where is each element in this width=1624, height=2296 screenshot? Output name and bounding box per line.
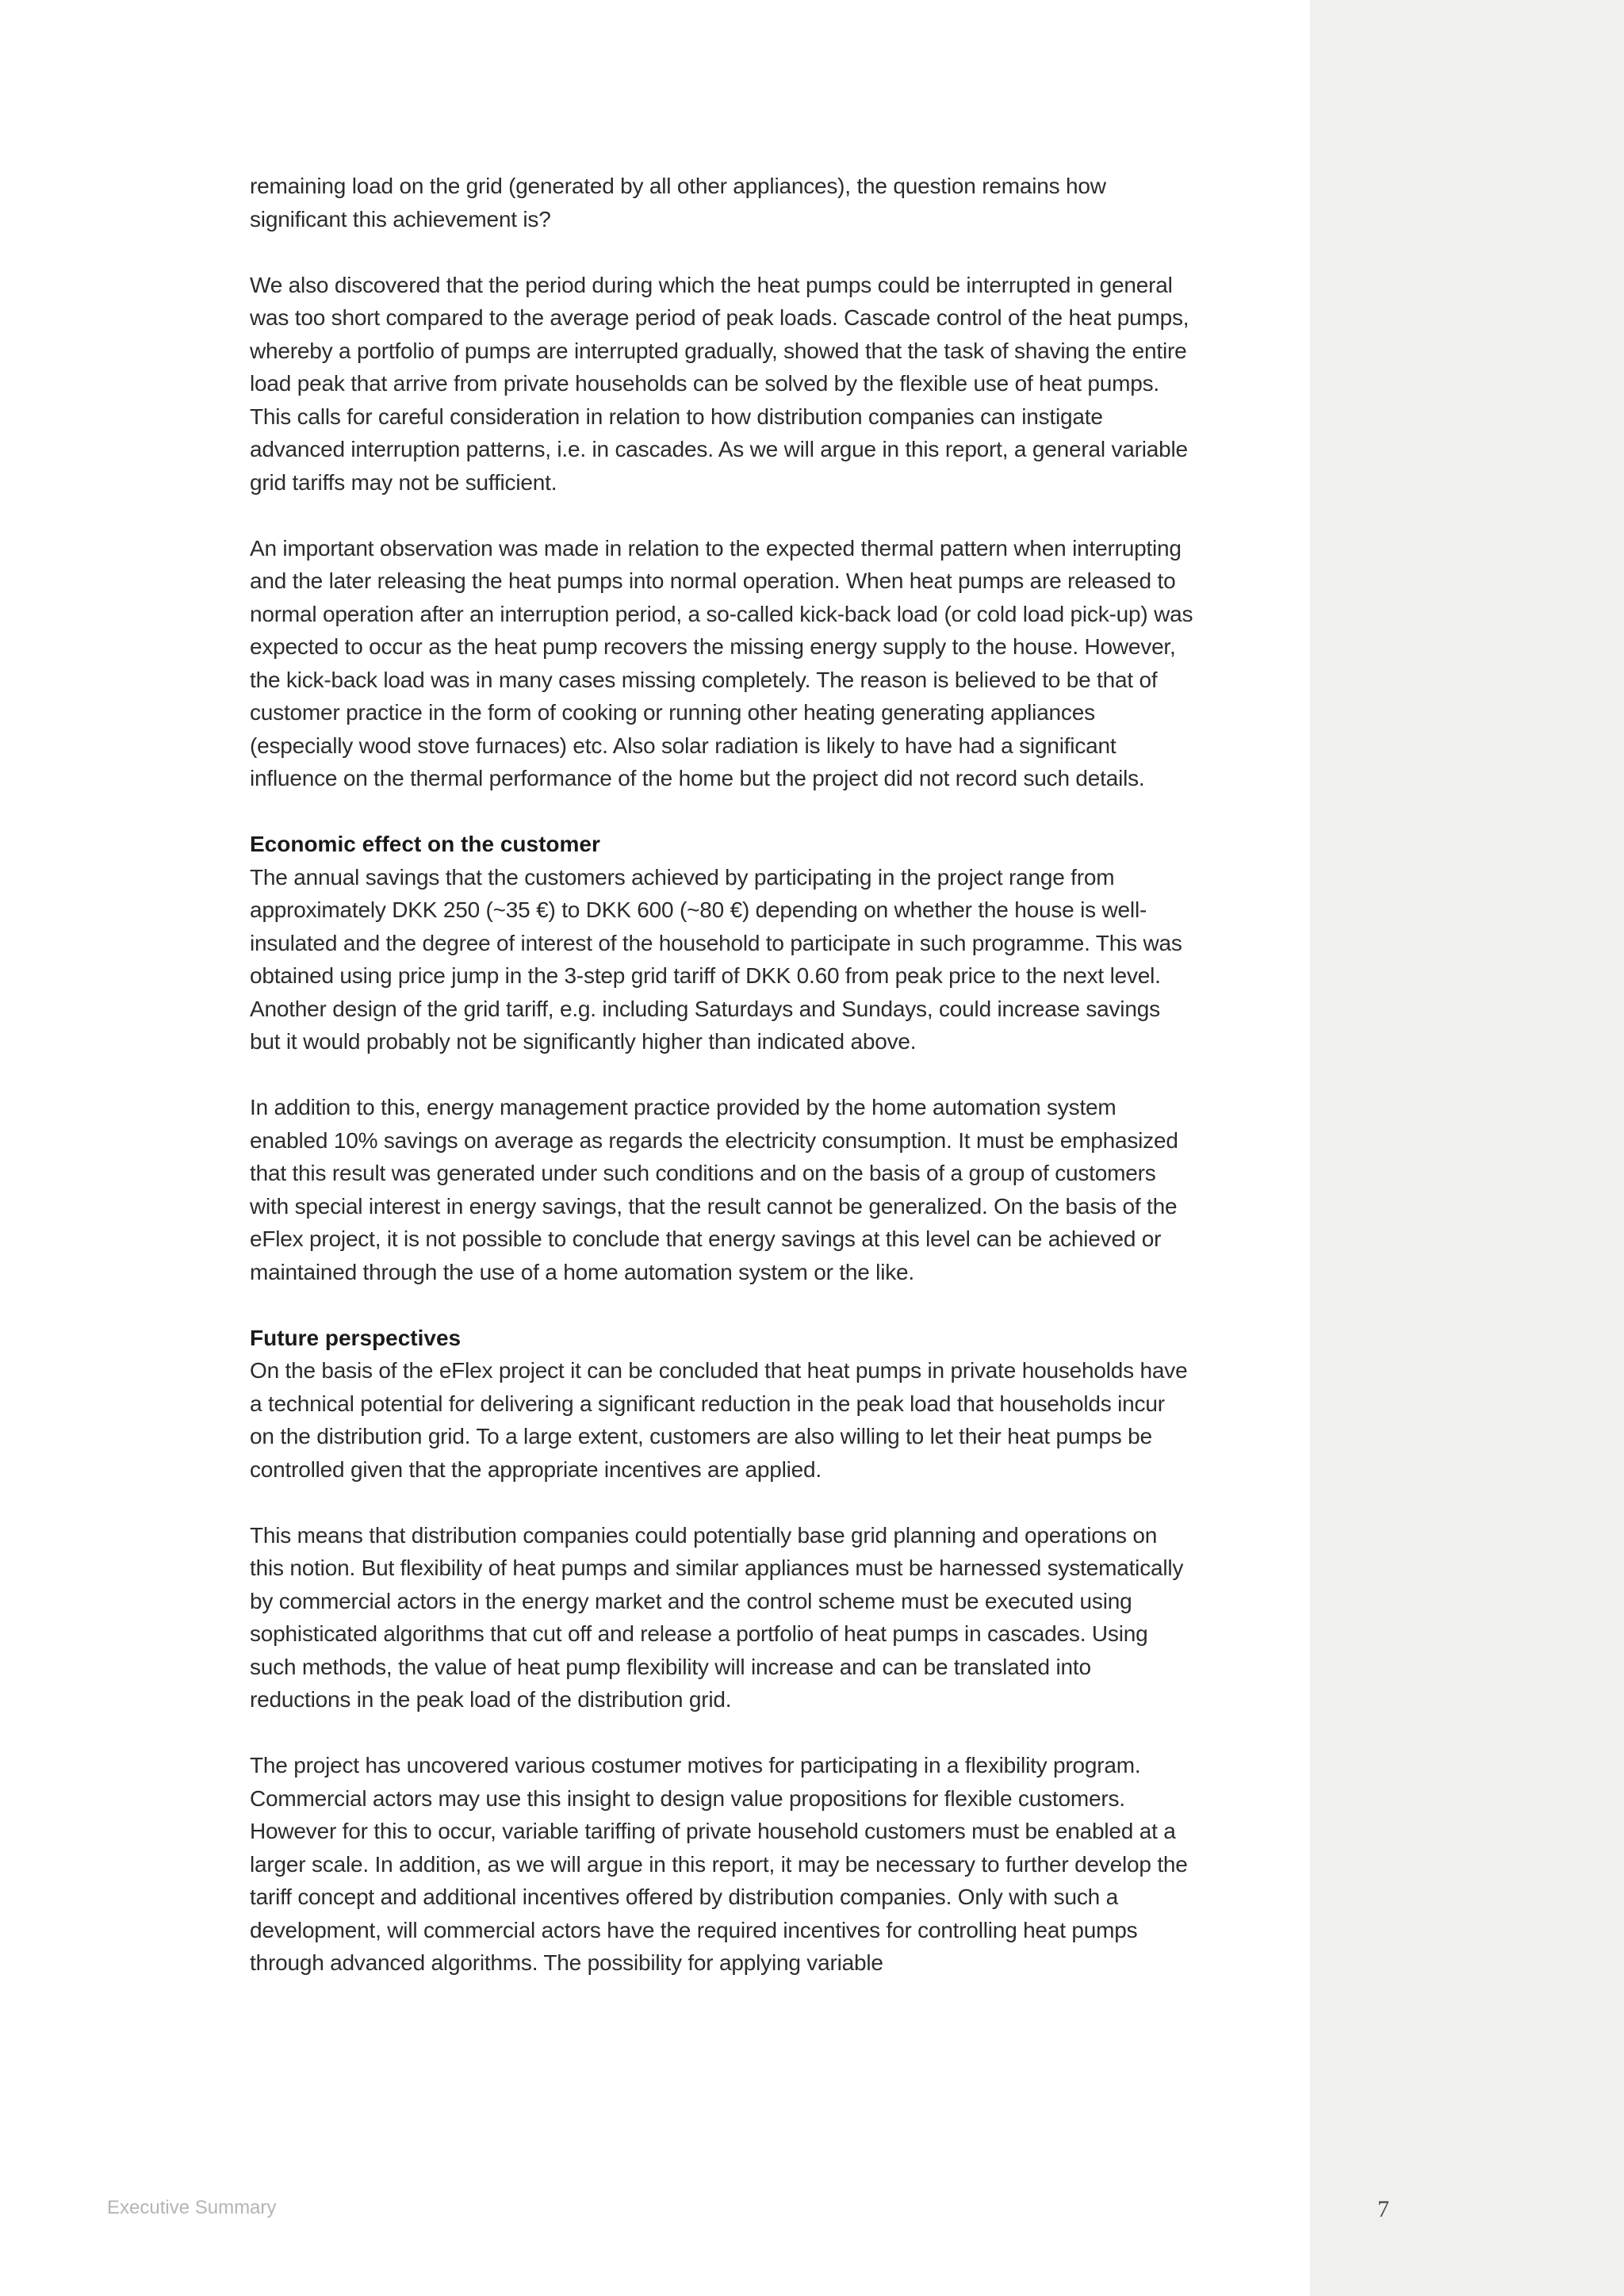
body-paragraph: This means that distribution companies could potentially base grid planning and operations on this notion. But flexibility of heat pumps and similar appliances must be harnessed systematically by commercial actors in the energy market and the control scheme must be executed using sophisticated algorithms that cut off and release a portfolio of heat pumps in cascades. Using such methods, the value of heat pump flexibility will increase and can be translated into reductions in the peak load of the distribution grid. (250, 1522, 1184, 1712)
body-paragraph: The annual savings that the customers achieved by participating in the project range from approximately DKK 250 (~35 €) to DKK 600 (~80 €) depending on whether the house is well-insulated and the degree of interest of the household to participate in such programme. This was obtained using price jump in the 3-step grid tariff of DKK 0.60 from peak price to the next level. Another design of the grid tariff, e.g. including Saturdays and Sundays, could increase savings but it would probably not be significantly higher than indicated above. (250, 864, 1182, 1054)
section-heading: Future perspectives (250, 1325, 462, 1350)
document-body (250, 170, 1193, 2012)
page-number: 7 (1377, 2196, 1389, 2222)
body-paragraph: We also discovered that the period during which the heat pumps could be interrupted in general was too short compared to the average period of peak loads. Cascade control of the heat pumps, whereby a portfolio of pumps are interrupted gradually, showed that the task of shaving the entire load peak that arrive from private households can be solved by the flexible use of heat pumps. This calls for careful consideration in relation to how distribution companies can instigate advanced interruption patterns, i.e. in cascades. As we will argue in this report, a general variable grid tariffs may not be sufficient. (250, 272, 1189, 495)
body-paragraph: On the basis of the eFlex project it can be concluded that heat pumps in private households have a technical potential for delivering a significant reduction in the peak load that households incur on the distribution grid. To a large extent, customers are also willing to let their heat pumps be controlled given that the appropriate incentives are applied. (250, 1358, 1188, 1482)
body-paragraph: The project has uncovered various costumer motives for participating in a flexibility program. Commercial actors may use this insight to design value propositions for flexible customers. However for this to occur, variable tariffing of private household customers must be enabled at a larger scale. In addition, as we will argue in this report, it may be necessary to further develop the tariff concept and additional incentives offered by distribution companies. Only with such a development, will commercial actors have the required incentives for controlling heat pumps through advanced algorithms. The possibility for applying variable (250, 1753, 1188, 1975)
body-paragraph: remaining load on the grid (generated by all other appliances), the question remains how significant this achievement is? (250, 174, 1106, 232)
body-paragraph: In addition to this, energy management practice provided by the home automation system enabled 10% savings on average as regards the electricity consumption. It must be emphasized that this result was generated under such conditions and on the basis of a group of customers with special interest in energy savings, that the result cannot be generalized. On the basis of the eFlex project, it is not possible to conclude that energy savings at this level can be achieved or maintained through the use of a home automation system or the like. (250, 1095, 1178, 1284)
body-paragraph: An important observation was made in relation to the expected thermal pattern when interrupting and the later releasing the heat pumps into normal operation. When heat pumps are released to normal operation after an interruption period, a so-called kick-back load (or cold load pick-up) was expected to occur as the heat pump recovers the missing energy supply to the house. However, the kick-back load was in many cases missing completely. The reason is believed to be that of customer practice in the form of cooking or running other heating generating appliances (especially wood stove furnaces) etc. Also solar radiation is likely to have had a significant influence on the thermal performance of the home but the project did not record such details. (250, 535, 1193, 790)
page-margin-panel (1310, 0, 1624, 2296)
footer-section-label: Executive Summary (107, 2197, 277, 2218)
section-heading: Economic effect on the customer (250, 832, 600, 856)
